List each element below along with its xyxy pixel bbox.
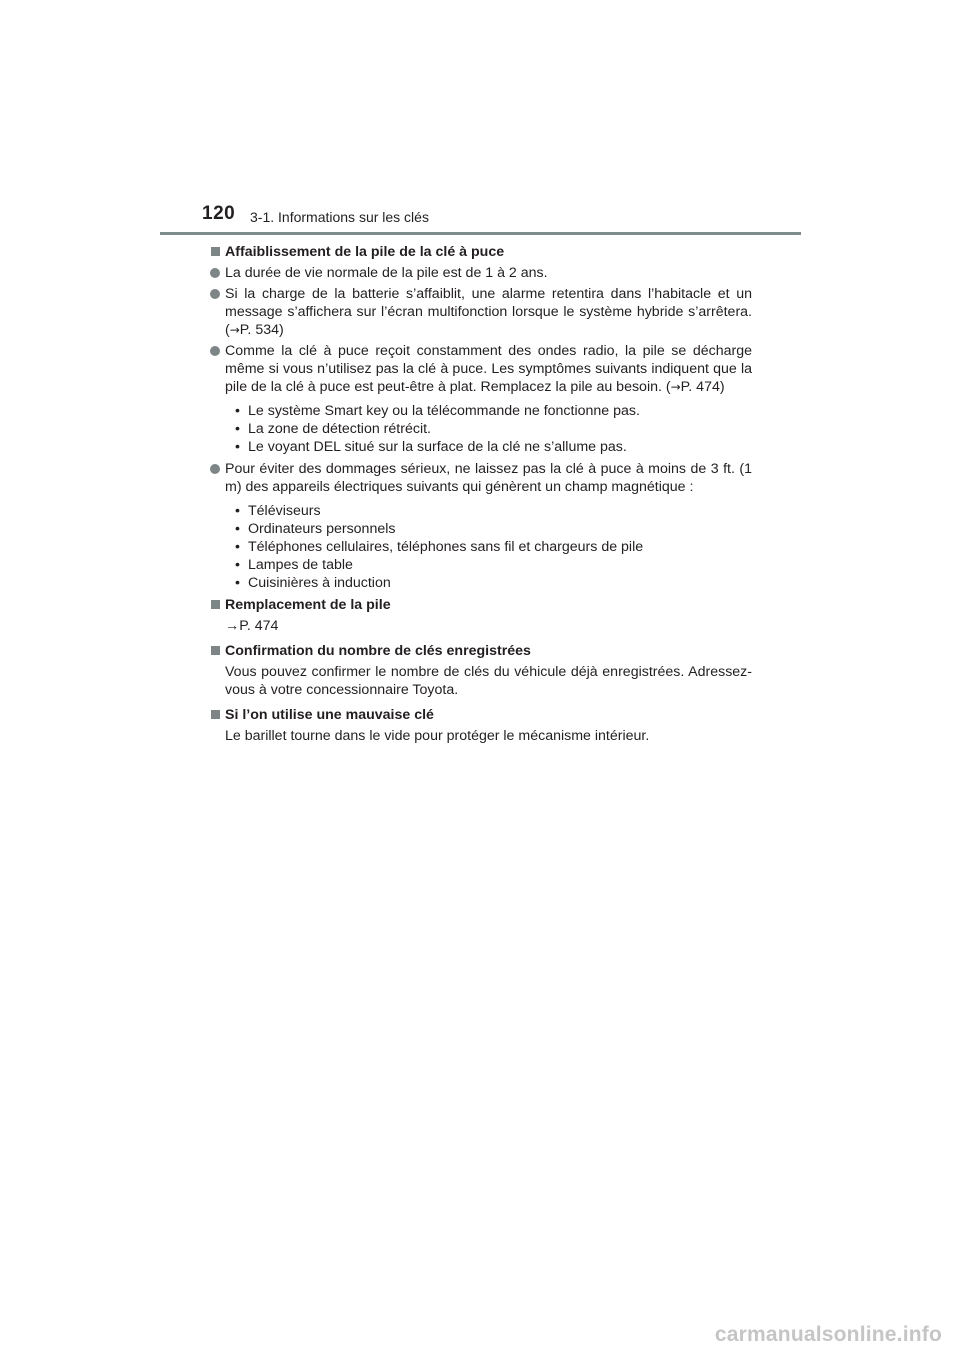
list-item: • Le voyant DEL situé sur la surface de la clé ne s’allume pas. (235, 439, 627, 455)
avoid-damage-paragraph: Pour éviter des dommages sérieux, ne laissez pas la clé à puce à moins de 3 ft. (1 m) des appareils électriques suivants qui génèrent un champ magnétique : (210, 460, 752, 496)
circle-bullet-icon (210, 346, 220, 356)
arrow-icon: → (225, 618, 240, 634)
page-number: 120 (202, 203, 236, 224)
devices-list (210, 502, 752, 592)
page-reference-link[interactable]: P. 534) (239, 322, 284, 338)
circle-bullet-icon (210, 268, 220, 278)
page-reference-link[interactable]: P. 474) (680, 379, 725, 395)
confirm-keys-text: Vous pouvez confirmer le nombre de clés du véhicule déjà enregistrées. Adressez-vous à votre concessionnaire Toyota. (225, 664, 752, 698)
battery-life-paragraph: La durée de vie normale de la pile est de 1 à 2 ans. (210, 264, 752, 282)
header-divider (160, 232, 801, 235)
list-item: • Lampes de table (235, 557, 353, 573)
arrow-icon: → (229, 323, 240, 337)
list-item: • Téléphones cellulaires, téléphones sans fil et chargeurs de pile (235, 539, 644, 555)
square-bullet-icon (211, 600, 220, 609)
wrong-key-text: Le barillet tourne dans le vide pour protéger le mécanisme intérieur. (225, 728, 650, 744)
square-bullet-icon (211, 710, 220, 719)
arrow-icon: → (670, 380, 681, 394)
circle-bullet-icon (210, 289, 220, 299)
heading-confirm-keys: Confirmation du nombre de clés enregistrées (210, 642, 752, 660)
heading-battery-weak: Affaiblissement de la pile de la clé à puce (210, 243, 752, 261)
section-title: 3-1. Informations sur les clés (250, 209, 429, 225)
square-bullet-icon (211, 646, 220, 655)
symptoms-list (210, 402, 752, 456)
battery-alarm-paragraph: Si la charge de la batterie s’affaiblit, une alarme retentira dans l’habitacle et un message s’affichera sur l’écran multifonction lorsque le système hybride s’arrêtera. (→P. 534) (210, 285, 752, 339)
page-content (210, 243, 752, 748)
list-item: • Le système Smart key ou la télécommande ne fonctionne pas. (235, 403, 640, 419)
list-item: • Ordinateurs personnels (235, 521, 396, 537)
page-reference-link[interactable]: P. 474 (239, 618, 279, 634)
heading-replace-battery: Remplacement de la pile (210, 596, 752, 614)
heading-wrong-key: Si l’on utilise une mauvaise clé (210, 706, 752, 724)
square-bullet-icon (211, 247, 220, 256)
circle-bullet-icon (210, 464, 220, 474)
list-item: • Téléviseurs (235, 503, 321, 519)
watermark: carmanualsonline.info (714, 1323, 942, 1346)
list-item: • La zone de détection rétrécit. (235, 421, 431, 437)
replace-reference (210, 617, 752, 635)
list-item: • Cuisinières à induction (235, 575, 391, 591)
battery-discharge-paragraph: Comme la clé à puce reçoit constamment des ondes radio, la pile se décharge même si vous n’utilisez pas la clé à puce. Les symptômes suivants indiquent que la pile de la clé à puce est peut-être à plat. Remplacez la pile au besoin. (→P. 474) (210, 342, 752, 396)
page-header (160, 198, 800, 238)
